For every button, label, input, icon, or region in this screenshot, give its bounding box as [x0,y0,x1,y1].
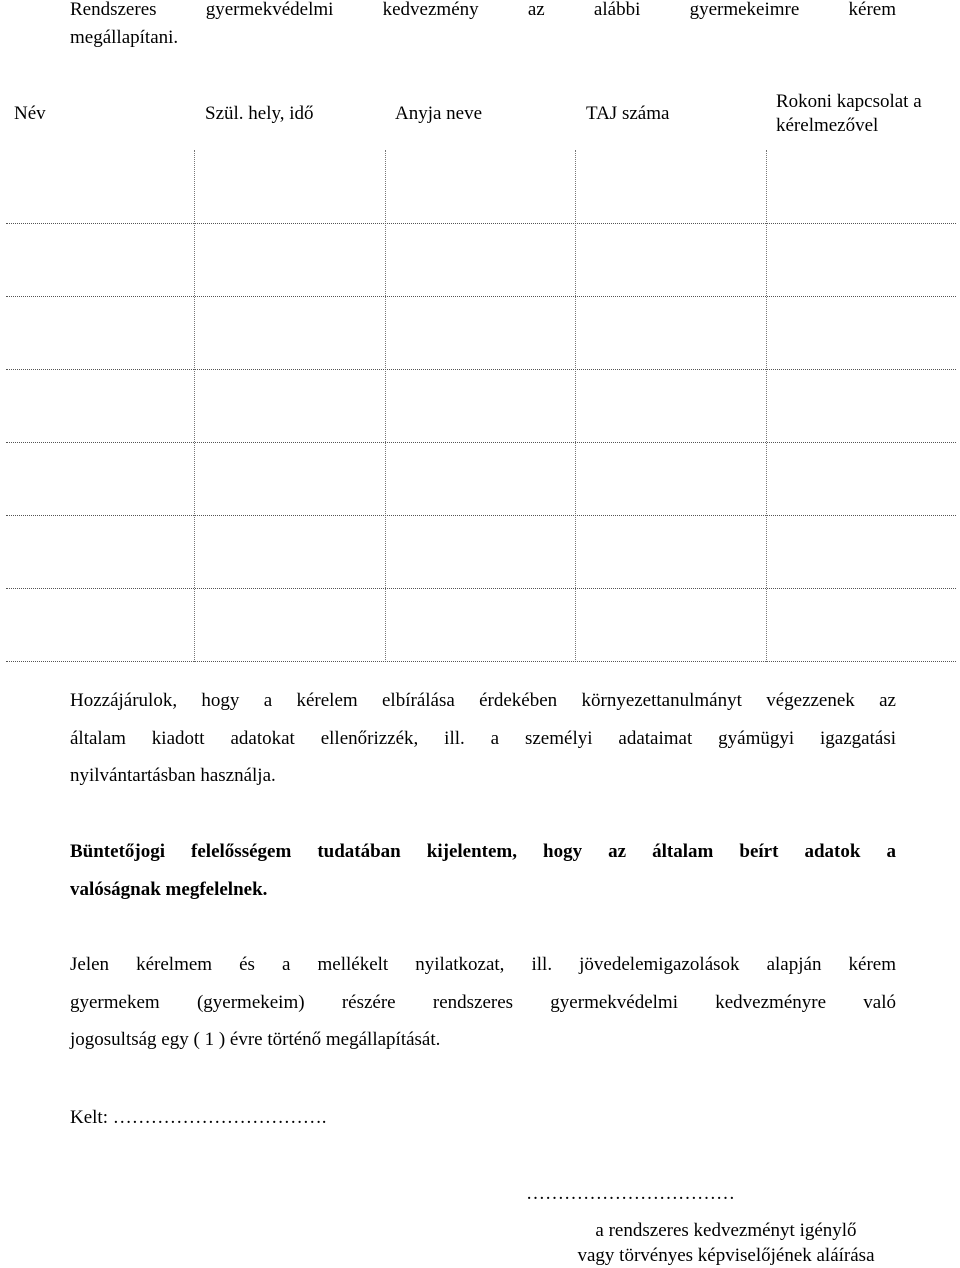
column-divider [575,150,576,662]
row-divider [6,369,956,370]
intro-line-1: Rendszeres gyermekvédelmi kedvezmény az alábbi gyermekeimre kérem [70,0,896,20]
header-taj-number: TAJ száma [586,103,670,124]
row-divider [6,296,956,297]
header-relationship-line-1: Rokoni kapcsolat a [776,91,922,112]
signature-caption-line-2: vagy törvényes képviselőjének aláírása [577,1245,875,1266]
header-mother-name: Anyja neve [395,103,483,124]
date-label: Kelt: [70,1107,113,1128]
row-divider [6,661,956,662]
consent-paragraph [70,682,896,795]
intro-paragraph [70,0,896,52]
declaration-line-2: valóságnak megfelelnek. [70,878,268,900]
row-divider [6,515,956,516]
row-divider [6,442,956,443]
request-paragraph [70,946,896,1059]
row-divider [6,588,956,589]
date-blank: ……………………………. [112,1107,327,1128]
date-field [70,1104,327,1132]
intro-line-2: megállapítani. [70,27,179,48]
signature-caption-line-1: a rendszeres kedvezményt igénylő [595,1220,857,1241]
request-line-2: gyermekem (gyermekeim) részére rendszeres gyermekvédelmi kedvezményre való [70,991,896,1013]
row-divider [6,223,956,224]
column-divider [385,150,386,662]
declaration-paragraph [70,833,896,908]
declaration-line-1: Büntetőjogi felelősségem tudatában kijelentem, hogy az általam beírt adatok a [70,841,896,862]
consent-line-1: Hozzájárulok, hogy a kérelem elbírálása érdekében környezettanulmányt végezzenek az [70,690,896,711]
request-line-3: jogosultság egy ( 1 ) évre történő megállapítását. [70,1029,441,1050]
column-divider [766,150,767,662]
request-line-1: Jelen kérelmem és a mellékelt nyilatkozat, ill. jövedelemigazolások alapján kérem [70,954,896,975]
header-relationship-line-2: kérelmezővel [776,115,879,136]
header-name: Név [14,103,46,124]
signature-blank: …………………………… [526,1183,735,1204]
header-birth-place-date: Szül. hely, idő [205,103,314,124]
consent-line-3: nyilvántartásban használja. [70,765,276,786]
column-divider [194,150,195,662]
children-table [0,150,960,662]
signature-caption [540,1218,912,1268]
consent-line-2: általam kiadott adatokat ellenőrizzék, ill. a személyi adataimat gyámügyi igazgatási [70,727,896,749]
header-relationship [776,90,960,138]
